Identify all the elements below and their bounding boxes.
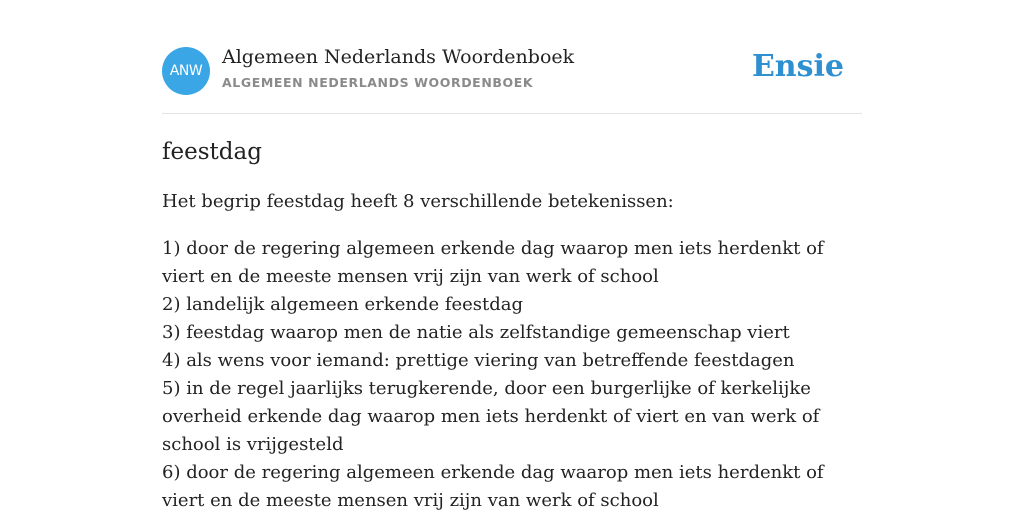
meaning-item: 4) als wens voor iemand: prettige viering van betreffende feestdagen xyxy=(162,350,795,371)
meaning-item: 6) door de regering algemeen erkende dag waarop men iets herdenkt of viert en de meeste mensen vrij zijn van werk of school xyxy=(162,462,824,511)
source-subtitle: ALGEMEEN NEDERLANDS WOORDENBOEK xyxy=(222,75,534,90)
meanings-list xyxy=(162,235,862,512)
entry-word: feestdag xyxy=(162,139,262,165)
header-divider xyxy=(162,113,862,114)
header xyxy=(162,45,862,97)
meaning-item: 3) feestdag waarop men de natie als zelfstandige gemeenschap viert xyxy=(162,322,790,343)
entry-content xyxy=(162,136,862,512)
meaning-item: 2) landelijk algemeen erkende feestdag xyxy=(162,294,524,315)
meaning-item: 5) in de regel jaarlijks terugkerende, door een burgerlijke of kerkelijke overheid erkende dag waarop men iets herdenkt of viert en van werk of school is vrijgesteld xyxy=(162,378,820,455)
source-title[interactable]: Algemeen Nederlands Woordenboek xyxy=(222,46,575,68)
ensie-brand-logo[interactable]: Ensie xyxy=(751,49,844,84)
meaning-item: 1) door de regering algemeen erkende dag waarop men iets herdenkt of viert en de meeste mensen vrij zijn van werk of school xyxy=(162,238,824,287)
anw-logo[interactable]: ANW xyxy=(162,47,210,95)
entry-intro: Het begrip feestdag heeft 8 verschillende betekenissen: xyxy=(162,191,674,212)
